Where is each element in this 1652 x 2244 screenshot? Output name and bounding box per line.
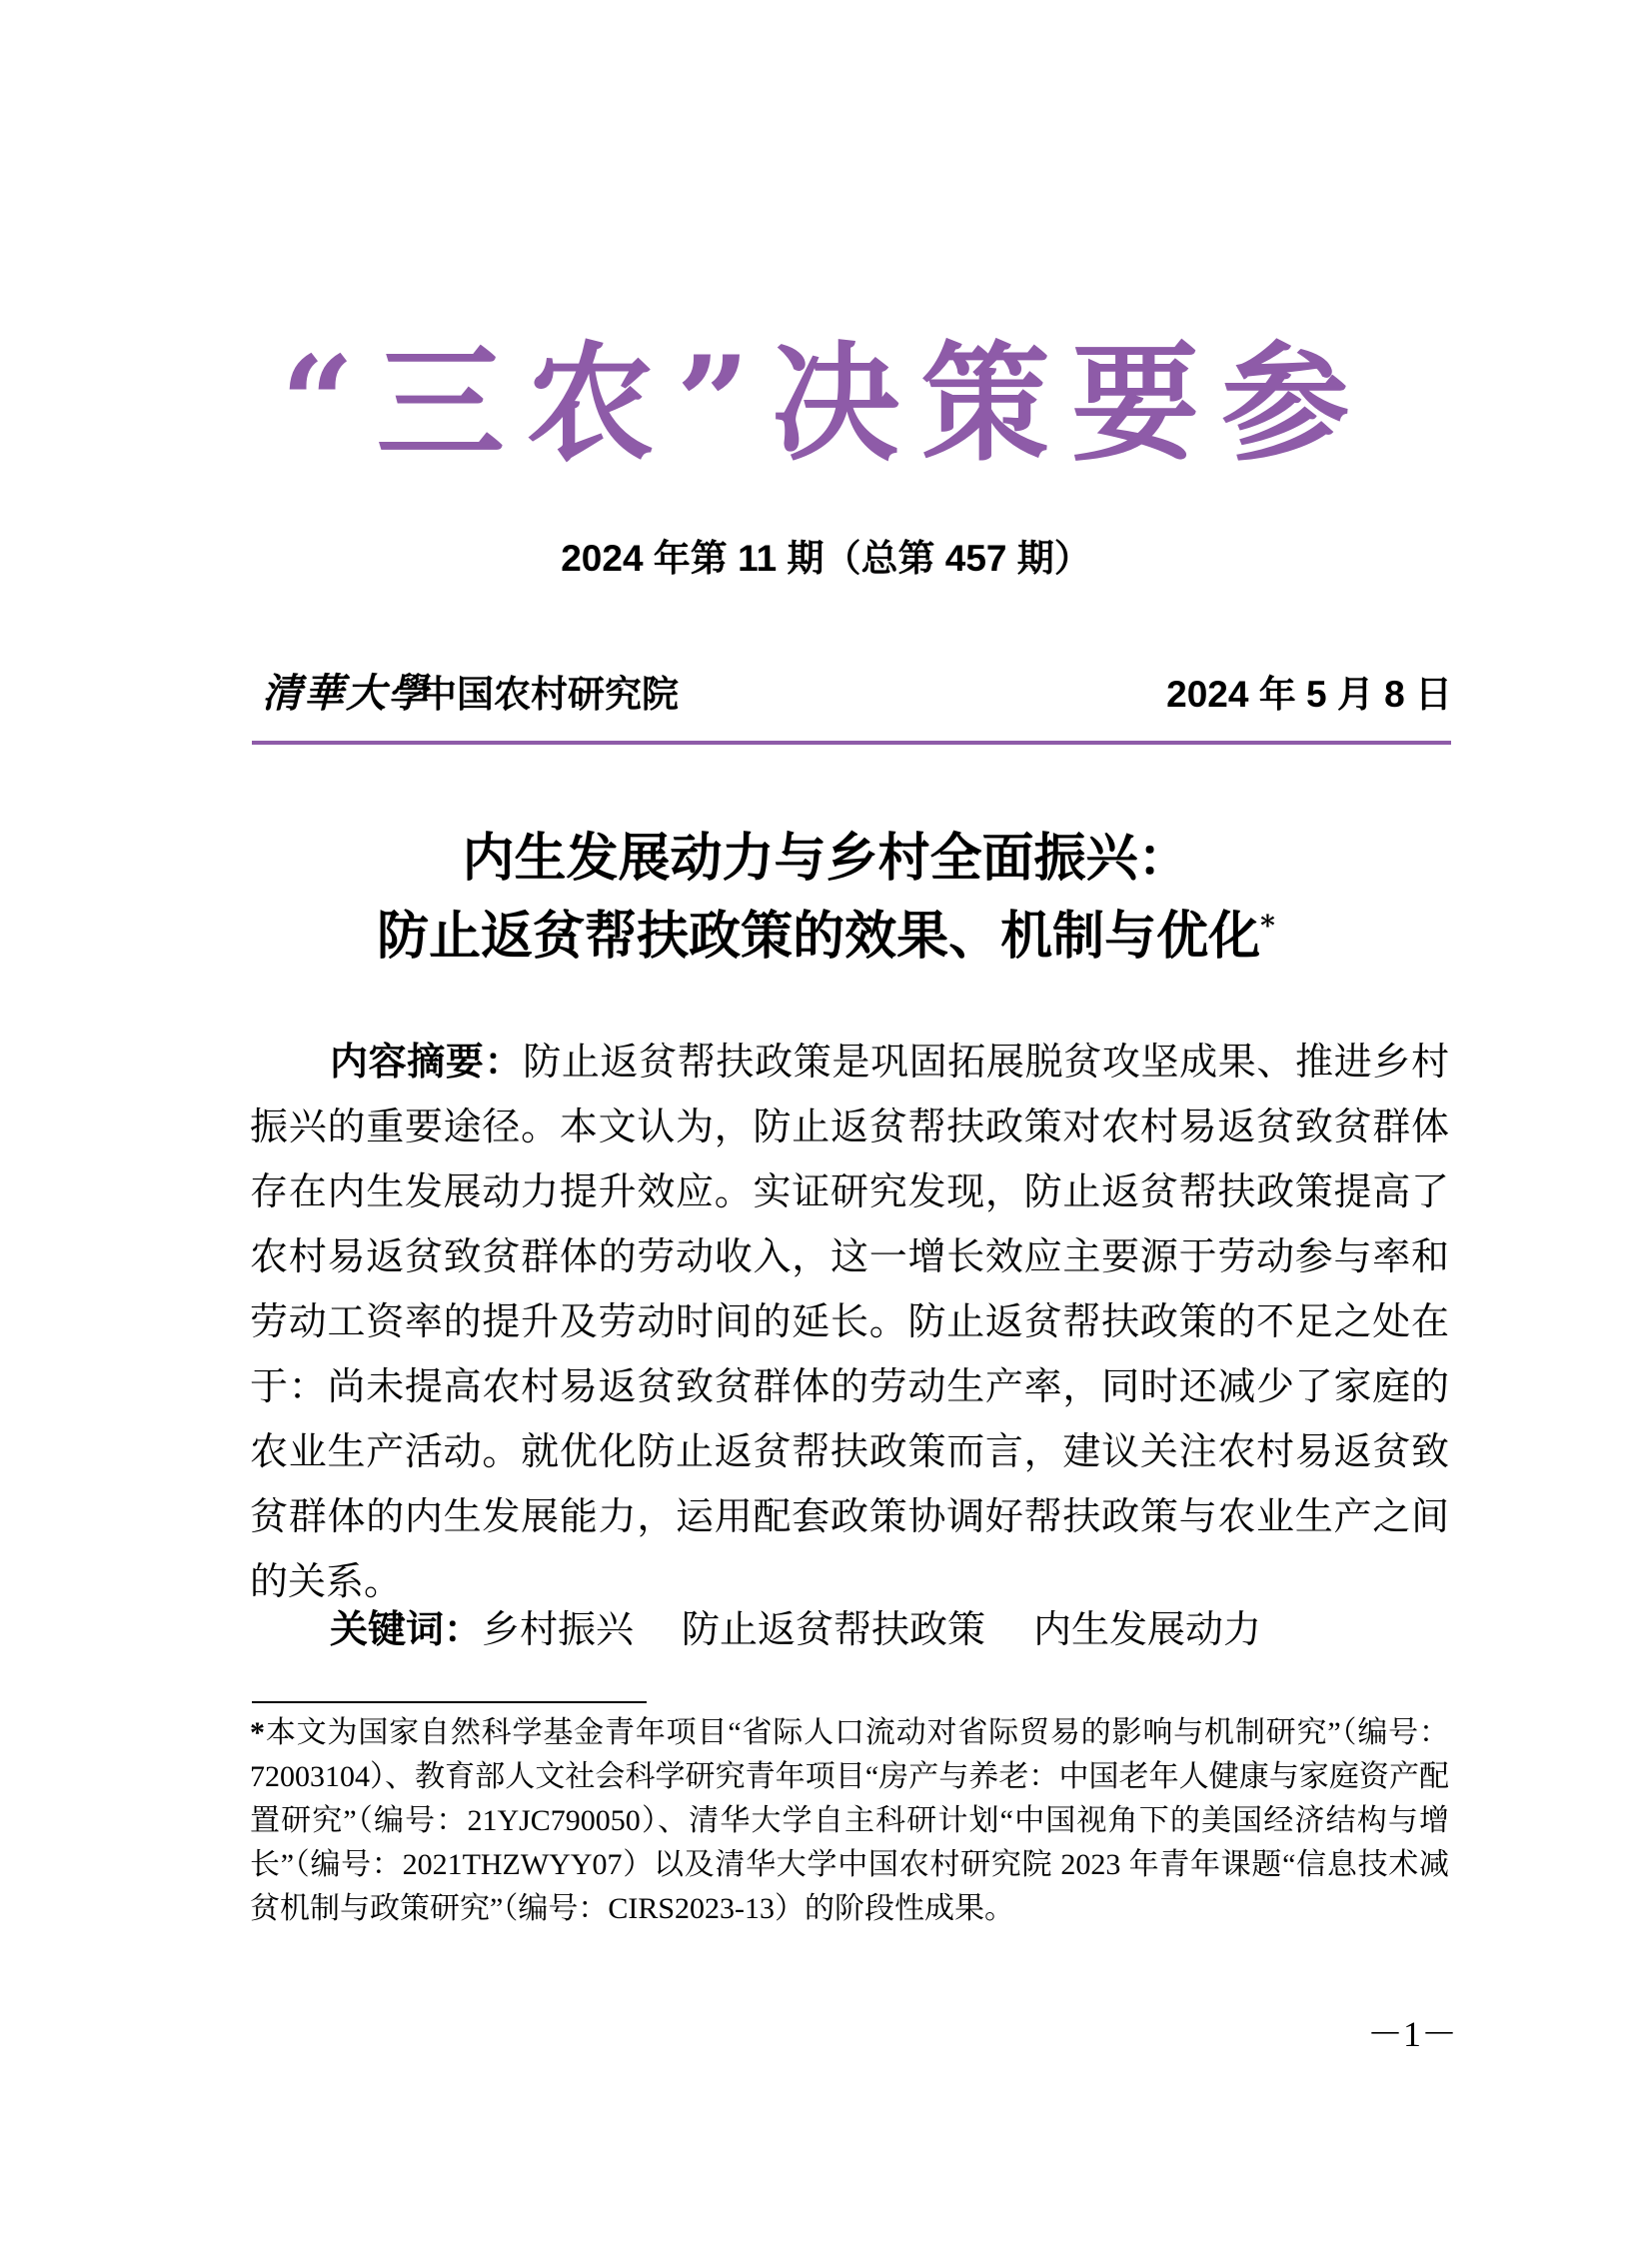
abstract (250, 1030, 1449, 1614)
abstract-text: 防止返贫帮扶政策是巩固拓展脱贫攻坚成果、推进乡村振兴的重要途径。本文认为，防止返贫帮扶政策对农村易返贫致贫群体存在内生发展动力提升效应。实证研究发现，防止返贫帮扶政策提高了农村易返贫致贫群体的劳动收入，这一增长效应主要源于劳动参与率和劳动工资率的提升及劳动时间的延长。防止返贫帮扶政策的不足之处在于：尚未提高农村易返贫致贫群体的劳动生产率，同时还减少了家庭的农业生产活动。就优化防止返贫帮扶政策而言，建议关注农村易返贫致贫群体的内生发展能力，运用配套政策协调好帮扶政策与农业生产之间的关系。 (250, 1040, 1449, 1603)
footnote-mark: * (250, 1716, 265, 1749)
keywords (330, 1599, 1309, 1659)
article-title (0, 820, 1652, 976)
institution-header (252, 662, 1452, 722)
masthead-title: “三农”决策要参 (280, 329, 1372, 479)
title-line-2-text: 防止返贫帮扶政策的效果、机制与优化 (377, 906, 1261, 967)
title-line-1: 内生发展动力与乡村全面振兴： (462, 828, 1190, 889)
keywords-label: 关键词： (330, 1607, 483, 1651)
footnote-text: 本文为国家自然科学基金青年项目“省际人口流动对省际贸易的影响与机制研究”（编号：72003104）、教育部人文社会科学研究青年项目“房产与养老：中国老年人健康与家庭资产配置研究”（编号：21YJC790050）、清华大学自主科研计划“中国视角下的美国经济结构与增长”（编号：2021THZWYY07）以及清华大学中国农村研究院 2023 年青年课题“信息技术减贫机制与政策研究”（编号：CIRS2023-13）的阶段性成果。 (250, 1716, 1449, 1925)
page-number: －1－ (1366, 2014, 1457, 2054)
header-divider (252, 741, 1451, 745)
footnote (250, 1711, 1449, 1931)
keyword-item: 内生发展动力 (1033, 1607, 1262, 1651)
university-logo-text: 清華大學 (262, 670, 430, 717)
publication-date: 2024 年 5 月 8 日 (1166, 674, 1452, 715)
title-footnote-mark: * (1260, 909, 1275, 943)
keyword-item: 防止返贫帮扶政策 (682, 1607, 986, 1651)
keyword-item: 乡村振兴 (482, 1607, 635, 1651)
issue-number: 2024 年第 11 期（总第 457 期） (561, 538, 1091, 579)
abstract-label: 内容摘要： (330, 1040, 524, 1084)
title-line-2 (0, 898, 1652, 976)
institute-name: 中国农村研究院 (420, 672, 679, 716)
footnote-divider (252, 1701, 647, 1703)
